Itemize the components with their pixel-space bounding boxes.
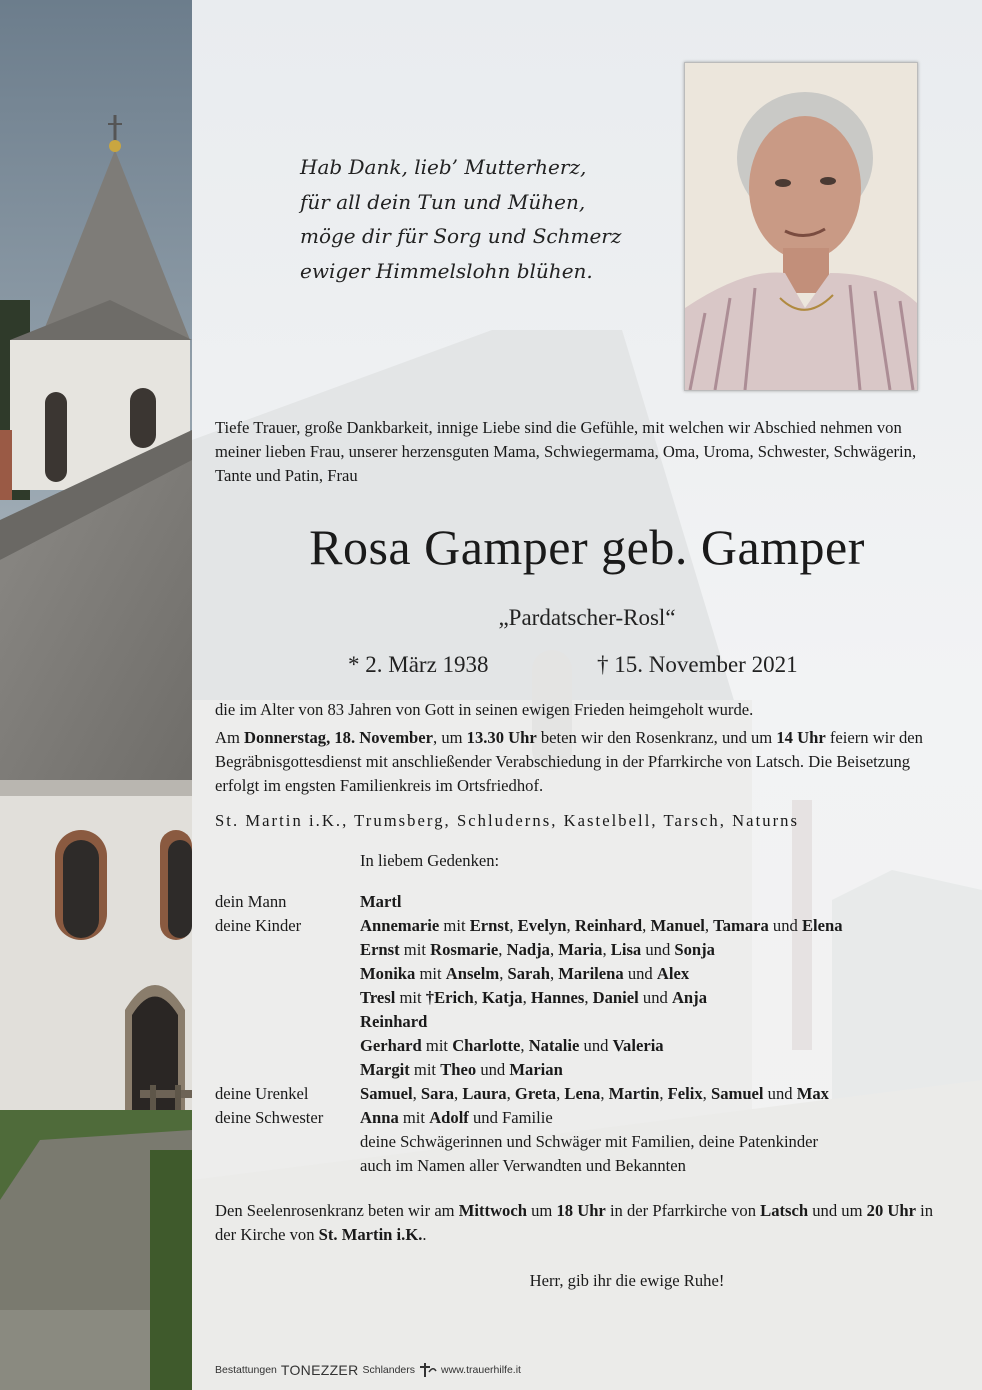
connector-text: ,: [412, 1084, 421, 1103]
connector-text: und: [623, 964, 657, 983]
memorial-verse: [300, 150, 660, 288]
child-line: [360, 914, 945, 938]
connector-text: ,: [498, 940, 507, 959]
family-label: deine Urenkel: [215, 1084, 309, 1103]
connector-text: ,: [566, 916, 575, 935]
family-member: Annemarie: [360, 916, 440, 935]
connector-text: mit: [421, 1036, 453, 1055]
connector-text: ,: [556, 1084, 565, 1103]
footer: [215, 1362, 521, 1378]
closing-prayer: Herr, gib ihr die ewige Ruhe!: [529, 1271, 725, 1290]
family-label: dein Mann: [215, 892, 287, 911]
family-member: Manuel: [650, 916, 705, 935]
footer-brand: TONEZZER: [280, 1362, 359, 1378]
family-member: Marilena: [558, 964, 624, 983]
family-member: Tamara: [713, 916, 769, 935]
family-row-husband: [215, 890, 945, 914]
family-member: Anselm: [445, 964, 500, 983]
relatives-line: auch im Namen aller Verwandten und Bekannten: [360, 1156, 686, 1175]
family-member: Samuel: [360, 1084, 413, 1103]
child-line: [360, 1058, 945, 1082]
family-member: Alex: [656, 964, 690, 983]
family-member: Martl: [360, 892, 402, 911]
verse-line: Hab Dank, lieb’ Mutterherz,: [300, 155, 587, 179]
remembrance-heading: In liebem Gedenken:: [360, 851, 500, 870]
family-list: [215, 890, 945, 1178]
family-member: Adolf: [429, 1108, 469, 1127]
child-line: [360, 938, 945, 962]
family-member: Margit: [360, 1060, 410, 1079]
connector-text: mit: [439, 916, 470, 935]
family-member: Katja: [482, 988, 523, 1007]
connector-text: mit: [415, 964, 446, 983]
family-row-great-grandchildren: [215, 1082, 945, 1106]
funeral-text: Am Donnerstag, 18. November, um 13.30 Uhr beten wir den Rosenkranz, und um 14 Uhr feiern wir den Begräbnisgottesdienst mit anschließender Verabschiedung in der Pfarrkirche von Latsch. Die Beisetzung erfolgt im engsten Familienkreis im Ortsfriedhof.: [215, 728, 923, 795]
connector-text: und: [638, 988, 672, 1007]
family-row-children: [215, 914, 945, 1082]
church-photo: [0, 0, 192, 1390]
family-member: Charlotte: [452, 1036, 521, 1055]
family-member: Reinhard: [360, 1012, 428, 1031]
family-row-sister: [215, 1106, 945, 1130]
family-member: Natalie: [528, 1036, 580, 1055]
children-list: [360, 914, 945, 1082]
child-line: [360, 1034, 945, 1058]
connector-text: ,: [549, 964, 559, 983]
connector-text: ,: [642, 916, 651, 935]
footer-url: www.trauerhilfe.it: [441, 1364, 521, 1376]
places-line: St. Martin i.K., Trumsberg, Schluderns, Kastelbell, Tarsch, Naturns: [215, 811, 800, 830]
connector-text: mit: [395, 988, 426, 1007]
family-member: Lisa: [610, 940, 642, 959]
family-member: Rosmarie: [430, 940, 499, 959]
family-member: Max: [796, 1084, 829, 1103]
connector-text: und Familie: [468, 1108, 553, 1127]
connector-text: ,: [704, 916, 714, 935]
great-grandchildren-list: [360, 1082, 945, 1106]
family-member: Maria: [558, 940, 603, 959]
verse-line: möge dir für Sorg und Schmerz: [300, 224, 622, 248]
family-member: Laura: [462, 1084, 507, 1103]
family-member: Anja: [671, 988, 707, 1007]
family-member: Daniel: [592, 988, 639, 1007]
family-member: Tresl: [360, 988, 396, 1007]
birth-date: * 2. März 1938: [348, 652, 489, 677]
connector-text: ,: [549, 940, 559, 959]
child-line: [360, 986, 945, 1010]
death-date: † 15. November 2021: [597, 652, 798, 677]
connector-text: ,: [659, 1084, 668, 1103]
connector-text: ,: [499, 964, 508, 983]
family-member: Reinhard: [574, 916, 643, 935]
verse-line: für all dein Tun und Mühen,: [300, 189, 586, 214]
connector-text: ,: [506, 1084, 515, 1103]
connector-text: und: [768, 916, 802, 935]
family-member: Elena: [801, 916, 843, 935]
family-member: Anna: [360, 1108, 399, 1127]
deceased-name: Rosa Gamper geb. Gamper: [309, 519, 865, 575]
cross-logo-icon: [419, 1362, 437, 1378]
footer-prefix: Bestattungen: [215, 1364, 277, 1376]
family-member: Felix: [667, 1084, 703, 1103]
family-member: Valeria: [612, 1036, 664, 1055]
connector-text: ,: [702, 1084, 711, 1103]
connector-text: ,: [584, 988, 593, 1007]
family-member: Monika: [360, 964, 416, 983]
connector-text: und: [476, 1060, 510, 1079]
connector-text: ,: [454, 1084, 463, 1103]
connector-text: und: [641, 940, 675, 959]
connector-text: mit: [409, 1060, 441, 1079]
verse-line: ewiger Himmelslohn blühen.: [300, 258, 593, 283]
sister-line: [360, 1106, 945, 1130]
family-member: Ernst: [360, 940, 400, 959]
family-member: Marian: [509, 1060, 563, 1079]
connector-text: ,: [600, 1084, 609, 1103]
family-member: Greta: [514, 1084, 557, 1103]
family-member: Hannes: [530, 988, 585, 1007]
family-label: deine Schwester: [215, 1108, 324, 1127]
deceased-nickname: „Pardatscher-Rosl“: [498, 605, 676, 630]
connector-text: mit: [398, 1108, 430, 1127]
family-member: Lena: [564, 1084, 601, 1103]
family-member: †Erich: [425, 988, 474, 1007]
passing-text: die im Alter von 83 Jahren von Gott in seinen ewigen Frieden heimgeholt wurde.: [215, 700, 754, 719]
connector-text: mit: [399, 940, 431, 959]
rosary-text: Den Seelenrosenkranz beten wir am Mittwoch um 18 Uhr in der Pfarrkirche von Latsch und um 20 Uhr in der Kirche von St. Martin i.K..: [215, 1201, 934, 1244]
family-member: Evelyn: [517, 916, 567, 935]
family-member: Gerhard: [360, 1036, 422, 1055]
connector-text: und: [579, 1036, 613, 1055]
family-member: Sarah: [507, 964, 550, 983]
family-member: Sara: [420, 1084, 455, 1103]
extended-family-line: deine Schwägerinnen und Schwäger mit Familien, deine Patenkinder: [360, 1132, 819, 1151]
connector-text: und: [763, 1084, 797, 1103]
connector-text: ,: [602, 940, 611, 959]
child-line: [360, 962, 945, 986]
family-member: Samuel: [710, 1084, 764, 1103]
family-member: Nadja: [506, 940, 550, 959]
connector-text: ,: [520, 1036, 529, 1055]
connector-text: ,: [473, 988, 483, 1007]
portrait-photo: [684, 62, 918, 391]
child-line: [360, 1010, 945, 1034]
footer-town: Schlanders: [362, 1364, 416, 1376]
connector-text: ,: [522, 988, 531, 1007]
family-label: deine Kinder: [215, 916, 302, 935]
intro-text: Tiefe Trauer, große Dankbarkeit, innige Liebe sind die Gefühle, mit welchen wir Abschied nehmen von meiner lieben Frau, unserer herzensguten Mama, Schwiegermama, Oma, Uroma, Schwester, Schwägerin, Tante und Patin, Frau: [215, 418, 917, 485]
connector-text: ,: [509, 916, 518, 935]
family-member: Martin: [608, 1084, 660, 1103]
family-member: Sonja: [674, 940, 715, 959]
family-member: Theo: [440, 1060, 477, 1079]
family-member: Ernst: [469, 916, 510, 935]
